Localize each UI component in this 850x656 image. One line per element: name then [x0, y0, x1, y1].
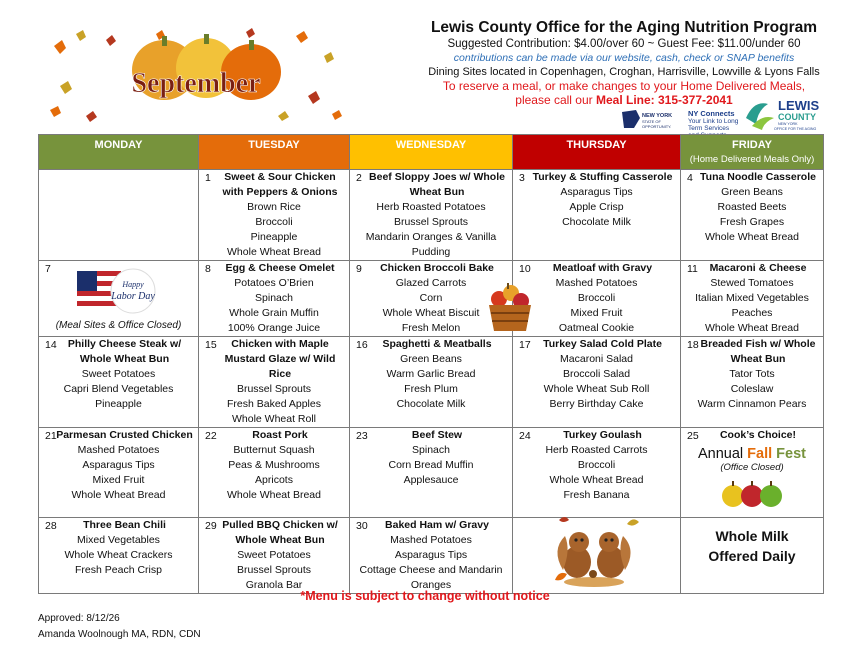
day-cell — [681, 170, 824, 261]
day-cell-empty — [39, 170, 199, 261]
menu-item: Brussel Sprouts — [236, 564, 312, 576]
entree: Chicken Broccoli Bake — [380, 262, 494, 274]
menu-item: Italian Mixed Vegetables — [695, 292, 809, 304]
menu-item: Whole Wheat Bread — [227, 246, 321, 258]
day-number: 9 — [356, 263, 362, 275]
week-row — [39, 518, 824, 594]
menu-item: Whole Wheat Bread — [705, 231, 799, 243]
week-row — [39, 337, 824, 428]
menu-item: Asparagus Tips — [560, 186, 633, 198]
menu-item: Asparagus Tips — [394, 549, 468, 561]
squirrels-icon — [549, 510, 645, 592]
menu-item: Mashed Potatoes — [77, 444, 160, 456]
office-closed-note: (Office Closed) — [720, 462, 784, 473]
ny-state-logo — [620, 108, 684, 130]
day-cell — [681, 518, 824, 594]
contribution-text: Suggested Contribution: $4.00/over 60 ~ Guest Fee: $11.00/under 60 — [447, 38, 801, 50]
svg-text:Labor Day: Labor Day — [111, 291, 155, 302]
day-number: 18 — [687, 339, 699, 351]
author-credentials: Amanda Woolnough MA, RDN, CDN — [38, 629, 201, 640]
entree: Turkey Salad Cold Plate — [543, 338, 662, 350]
menu-item: Chocolate Milk — [396, 398, 466, 410]
apples-icon — [721, 478, 783, 510]
menu-item: Mixed Fruit — [92, 474, 145, 486]
entree: Baked Ham w/ Gravy — [385, 519, 489, 531]
day-cell — [513, 428, 681, 518]
day-number: 1 — [205, 172, 211, 184]
meal-line-phone: Meal Line: 315-377-2041 — [595, 93, 733, 107]
entree: Pulled BBQ Chicken w/ Whole Wheat Bun — [222, 519, 338, 546]
menu-item: Herb Roasted Potatoes — [376, 201, 486, 213]
menu-item: Berry Birthday Cake — [549, 398, 644, 410]
menu-item: Mashed Potatoes — [555, 277, 638, 289]
menu-item: Spinach — [412, 444, 450, 456]
day-number: 10 — [519, 263, 531, 275]
day-cell — [513, 337, 681, 428]
menu-item: Stewed Tomatoes — [710, 277, 794, 289]
september-banner — [46, 26, 346, 124]
entree: Meatloaf with Gravy — [552, 262, 653, 274]
dining-sites-text: Dining Sites located in Copenhagen, Croghan, Harrisville, Lowville & Lyons Falls — [428, 66, 820, 78]
entree: Beef Stew — [411, 429, 463, 441]
week-row — [39, 261, 824, 337]
day-number: 29 — [205, 520, 217, 532]
day-number: 23 — [356, 430, 368, 442]
month-label: September — [131, 68, 261, 99]
program-title: Lewis County Office for the Aging Nutrition Program — [430, 19, 818, 36]
menu-item: Corn — [419, 292, 443, 304]
entree: Macaroni & Cheese — [709, 262, 807, 274]
day-cell — [199, 518, 350, 594]
entree: Tuna Noodle Casserole — [700, 171, 816, 183]
day-number: 7 — [45, 263, 51, 275]
menu-item: Broccoli — [577, 292, 616, 304]
menu-item: Fresh Plum — [404, 383, 458, 395]
menu-item: Green Beans — [721, 186, 783, 198]
menu-item: Whole Wheat Roll — [231, 413, 317, 425]
entree: Beef Sloppy Joes w/ Whole Wheat Bun — [369, 171, 505, 198]
entree: Sweet & Sour Chicken with Peppers & Onions — [222, 171, 338, 198]
day-number: 24 — [519, 430, 531, 442]
day-number: 4 — [687, 172, 693, 184]
menu-calendar — [38, 134, 824, 594]
menu-item: Apple Crisp — [569, 201, 624, 213]
menu-item: Granola Bar — [245, 579, 303, 591]
col-tuesday: TUESDAY — [199, 135, 350, 170]
day-number: 17 — [519, 339, 531, 351]
day-cell — [681, 337, 824, 428]
svg-text:NEW YORK: NEW YORK — [642, 113, 673, 119]
fall-fest-title — [681, 447, 823, 462]
labor-day-flag-icon — [75, 265, 159, 317]
menu-item: Fresh Banana — [563, 489, 630, 501]
day-cell — [199, 337, 350, 428]
svg-text:LEWIS: LEWIS — [778, 98, 820, 113]
weekday-header-row — [39, 135, 824, 170]
menu-item: Potatoes O’Brien — [234, 277, 314, 289]
menu-item: Oatmeal Cookie — [558, 322, 635, 334]
day-cell — [199, 428, 350, 518]
day-number: 21 — [45, 430, 57, 442]
day-cell — [39, 428, 199, 518]
menu-item: Whole Wheat Sub Roll — [543, 383, 650, 395]
menu-item: Sweet Potatoes — [237, 549, 311, 561]
col-friday — [681, 135, 824, 170]
day-number: 8 — [205, 263, 211, 275]
menu-item: 100% Orange Juice — [227, 322, 321, 334]
week-row — [39, 428, 824, 518]
menu-item: Fresh Peach Crisp — [75, 564, 162, 576]
menu-item: Fresh Melon — [401, 322, 461, 334]
menu-item: Sweet Potatoes — [81, 368, 156, 380]
menu-item: Glazed Carrots — [395, 277, 467, 289]
menu-item: Mixed Vegetables — [77, 534, 160, 546]
lewis-county-logo — [744, 96, 828, 132]
col-wednesday: WEDNESDAY — [350, 135, 513, 170]
menu-item: Cottage Cheese and Mandarin Oranges — [359, 564, 503, 591]
day-cell — [39, 518, 199, 594]
day-cell — [199, 170, 350, 261]
day-number: 14 — [45, 339, 57, 351]
call-prefix: please call our — [515, 93, 596, 107]
ny-connects-title: NY Connects — [688, 109, 735, 118]
col-monday: MONDAY — [39, 135, 199, 170]
menu-item: Whole Wheat Bread — [227, 489, 321, 501]
day-cell-empty — [513, 518, 681, 594]
day-number: 11 — [687, 263, 698, 275]
menu-item: Whole Wheat Bread — [705, 322, 799, 334]
menu-item: Mandarin Oranges & Vanilla Pudding — [365, 231, 497, 258]
payment-note: contributions can be made via our website, cash, check or SNAP benefits — [453, 52, 795, 64]
menu-item: Coleslaw — [730, 383, 774, 395]
day-number: 15 — [205, 339, 217, 351]
entree: Cook’s Choice! — [719, 429, 797, 441]
menu-item: Whole Wheat Crackers — [64, 549, 173, 561]
entree: Turkey & Stuffing Casserole — [532, 171, 673, 183]
entree: Three Bean Chili — [83, 519, 166, 531]
whole-milk-text: Whole Milk — [715, 528, 789, 544]
menu-item: Tator Tots — [729, 368, 775, 380]
menu-item: Warm Garlic Bread — [386, 368, 476, 380]
day-cell — [513, 261, 681, 337]
menu-item: Apricots — [255, 474, 293, 486]
closed-note: (Meal Sites & Office Closed) — [55, 320, 182, 331]
menu-item: Pineapple — [95, 398, 142, 410]
svg-text:STATE OF: STATE OF — [642, 119, 661, 124]
menu-item: Macaroni Salad — [560, 353, 633, 365]
svg-text:OPPORTUNITY.: OPPORTUNITY. — [642, 124, 672, 129]
menu-item: Broccoli — [577, 459, 616, 471]
col-thursday: THURSDAY — [513, 135, 681, 170]
menu-item: Herb Roasted Carrots — [545, 444, 648, 456]
fall-fest-word-3: Fest — [772, 446, 806, 462]
day-cell — [350, 337, 513, 428]
svg-text:COUNTY: COUNTY — [778, 112, 816, 122]
entree: Turkey Goulash — [563, 429, 642, 441]
menu-item: Asparagus Tips — [82, 459, 155, 471]
menu-item: Corn Bread Muffin — [388, 459, 474, 471]
svg-text:OFFICE FOR THE AGING: OFFICE FOR THE AGING — [774, 127, 817, 131]
menu-item: Butternut Squash — [233, 444, 315, 456]
menu-item: Mashed Potatoes — [390, 534, 472, 546]
entree: Philly Cheese Steak w/ Whole Wheat Bun — [67, 338, 182, 365]
menu-item: Fresh Baked Apples — [227, 398, 321, 410]
week-row — [39, 170, 824, 261]
day-cell — [513, 170, 681, 261]
ny-connects-logo — [688, 110, 740, 130]
offered-daily-text: Offered Daily — [708, 548, 796, 564]
day-cell — [681, 428, 824, 518]
day-number: 22 — [205, 430, 217, 442]
menu-item: Whole Wheat Bread — [71, 489, 166, 501]
menu-item: Broccoli Salad — [562, 368, 631, 380]
day-cell — [681, 261, 824, 337]
svg-text:NEW YORK: NEW YORK — [778, 122, 798, 126]
day-cell — [199, 261, 350, 337]
friday-note: (Home Delivered Meals Only) — [689, 154, 815, 165]
menu-item: Brown Rice — [247, 201, 301, 213]
menu-disclaimer: *Menu is subject to change without notice — [300, 589, 550, 603]
menu-item: Broccoli — [255, 216, 293, 228]
menu-item: Capri Blend Vegetables — [63, 383, 174, 395]
menu-item: Whole Wheat Biscuit — [382, 307, 480, 319]
entree: Egg & Cheese Omelet — [225, 262, 335, 274]
menu-item: Chocolate Milk — [562, 216, 631, 228]
day-number: 16 — [356, 339, 368, 351]
day-cell — [350, 428, 513, 518]
day-number: 2 — [356, 172, 362, 184]
day-number: 30 — [356, 520, 368, 532]
entree: Roast Pork — [252, 429, 308, 441]
menu-item: Roasted Beets — [717, 201, 787, 213]
entree: Spaghetti & Meatballs — [382, 338, 492, 350]
entree: Breaded Fish w/ Whole Wheat Bun — [700, 338, 816, 365]
approved-date: Approved: 8/12/26 — [38, 613, 120, 624]
menu-item: Whole Grain Muffin — [229, 307, 319, 319]
reserve-text: To reserve a meal, or make changes to your Home Delivered Meals, — [442, 79, 806, 93]
day-number: 3 — [519, 172, 525, 184]
menu-item: Peas & Mushrooms — [228, 459, 320, 471]
fall-fest-word-1: Annual — [697, 446, 748, 462]
svg-text:Happy: Happy — [122, 280, 144, 289]
day-number: 28 — [45, 520, 57, 532]
entree: Parmesan Crusted Chicken — [56, 429, 193, 441]
menu-item: Mixed Fruit — [570, 307, 623, 319]
menu-item: Pineapple — [250, 231, 298, 243]
day-cell — [39, 337, 199, 428]
menu-item: Applesauce — [403, 474, 459, 486]
day-number: 25 — [687, 430, 699, 442]
menu-item: Fresh Grapes — [719, 216, 785, 228]
ny-connects-subtitle: Your Link to Long Term Services — [688, 118, 739, 132]
day-cell — [350, 170, 513, 261]
menu-item: Brussel Sprouts — [236, 383, 312, 395]
entree: Chicken with Maple Mustard Glaze w/ Wild Rice — [224, 338, 336, 380]
apple-basket-icon — [483, 279, 537, 335]
fall-fest-word-2: Fall — [747, 446, 773, 462]
menu-item: Whole Wheat Bread — [549, 474, 644, 486]
menu-item: Green Beans — [400, 353, 462, 365]
day-cell — [350, 518, 513, 594]
menu-item: Brussel Sprouts — [393, 216, 469, 228]
day-cell — [39, 261, 199, 337]
menu-item: Peaches — [731, 307, 773, 319]
menu-item: Spinach — [255, 292, 293, 304]
menu-item: Warm Cinnamon Pears — [697, 398, 807, 410]
friday-label: FRIDAY — [732, 139, 772, 151]
